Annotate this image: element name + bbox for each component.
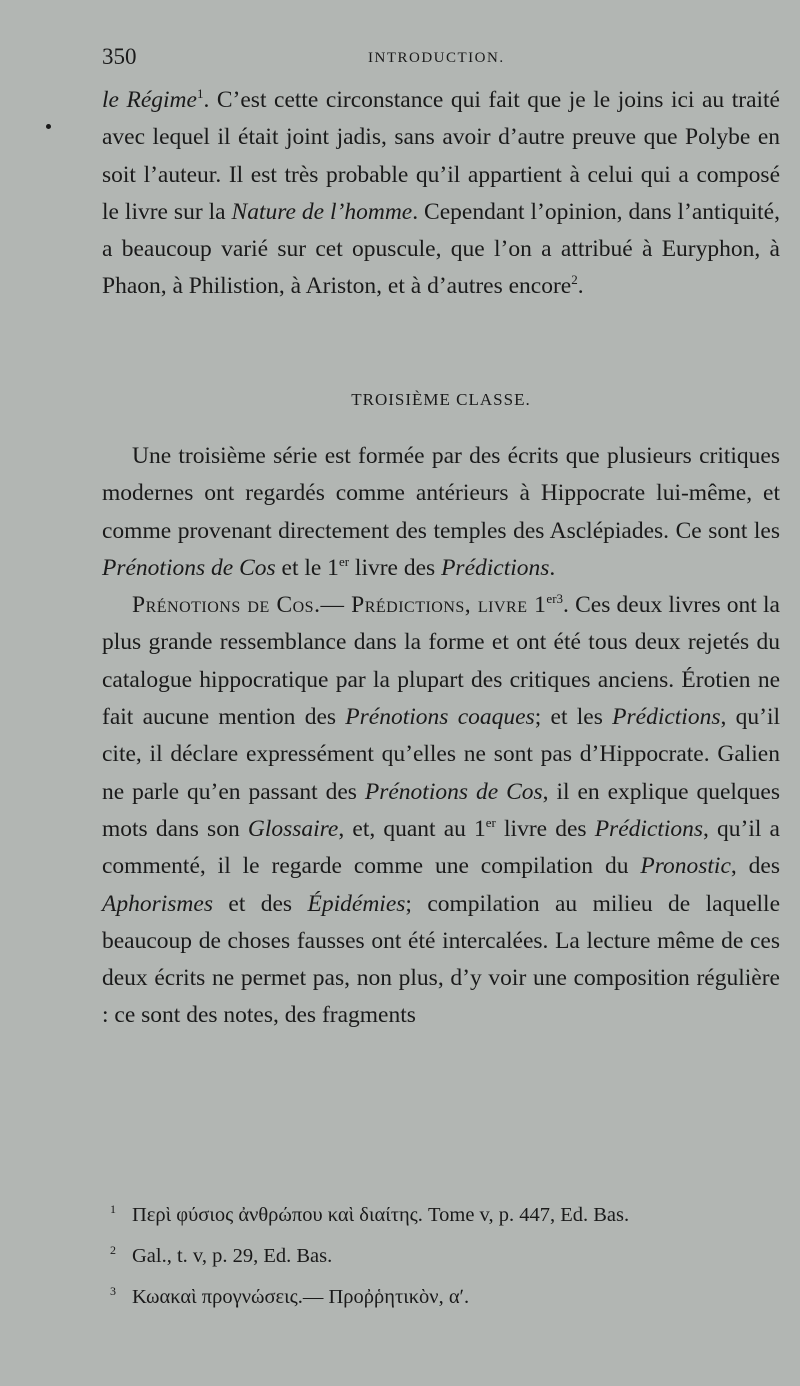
footnote-ref-1: 1 xyxy=(196,86,204,102)
footnote-mark: 3 xyxy=(110,1283,116,1298)
footnote-3 xyxy=(110,1274,784,1315)
page-number: 350 xyxy=(102,44,137,69)
paragraph-text: , il en explique quelques mots dans son xyxy=(102,778,780,842)
footnote-1 xyxy=(110,1192,784,1233)
paragraph-text: , des xyxy=(730,853,781,880)
ordinal-suffix: er xyxy=(546,591,557,607)
work-title: Prédictions xyxy=(441,554,550,581)
footnote-ref-2: 2 xyxy=(571,272,578,288)
subsection-title: Prénotions de Cos.— Prédictions, livre 1 xyxy=(132,592,547,619)
paragraph-text: . xyxy=(549,554,556,581)
section-heading: TROISIÈME CLASSE. xyxy=(351,390,531,409)
margin-mark xyxy=(46,124,51,129)
footnote-2 xyxy=(110,1233,784,1274)
work-title: Glossaire xyxy=(247,815,339,842)
work-title: Prénotions coaques xyxy=(345,704,535,731)
page-header xyxy=(102,44,782,76)
paragraph-text: , et, quant au 1 xyxy=(338,815,486,842)
work-title: Prénotions de Cos xyxy=(102,554,276,581)
paragraph-text: livre des xyxy=(495,815,595,842)
paragraph-intro xyxy=(102,438,780,587)
paragraph-text: . C’est cette circonstance qui fait que je le joins ici au traité avec lequel il était joint jadis, sans avoir d’autre preuve que Polybe en soit l’auteur. Il est très probable qu’il appartient à celui qui a composé le livre sur la xyxy=(102,87,780,225)
work-title: Nature de l’homme xyxy=(231,198,413,225)
work-title: le Régime xyxy=(102,87,197,113)
work-title: Prédictions xyxy=(594,815,704,842)
work-title: Aphorismes xyxy=(102,890,213,917)
paragraph-text: , qu’il a commenté, il le regarde comme une compilation du xyxy=(102,815,780,880)
paragraph-text: livre des xyxy=(349,554,442,581)
work-title: Prénotions de Cos xyxy=(364,778,543,805)
footnote-mark: 1 xyxy=(110,1202,116,1216)
footnotes xyxy=(110,1192,784,1314)
footnote-text: Gal., t. v, p. 29, Ed. Bas. xyxy=(132,1244,333,1267)
paragraph-text: ; compilation au milieu de laquelle beaucoup de choses fausses ont été intercalées. La lecture même de ces deux écrits ne permet pas, non plus, d’y voir une composition régulière : ce sont des notes, des fragments xyxy=(102,890,780,1029)
footnote-ref-3: 3 xyxy=(556,591,564,607)
paragraph-prenotions xyxy=(102,587,780,1035)
main-text xyxy=(102,438,780,1035)
ordinal-suffix: er xyxy=(338,554,350,570)
work-title: Prédictions xyxy=(612,704,721,731)
work-title: Épidémies xyxy=(307,890,406,917)
running-head: INTRODUCTION. xyxy=(368,50,505,66)
paragraph-continuation xyxy=(102,82,780,306)
footnote-text: Κωακαὶ προγνώσεις.— Προῤῥητικὸν, αʹ. xyxy=(132,1285,470,1308)
paragraph-text: , qu’il cite, il déclare expressément qu’elles ne sont pas d’Hippocrate. Galien ne parle qu’en passant des xyxy=(102,704,781,805)
paragraph-text: et le 1 xyxy=(275,554,339,581)
paragraph-text: . Ces deux livres ont la plus grande ressemblance dans la forme et ont été tous deux rejetés du catalogue hippocratique par la plupart des critiques anciens. Érotien ne fait aucune mention des xyxy=(102,592,780,731)
paragraph-text: Une troisième série est formée par des écrits que plusieurs critiques modernes ont regardés comme antérieurs à Hippocrate lui-même, et comme provenant directement des temples des Asclépiades. Ce sont les xyxy=(102,443,780,544)
paragraph-text: . xyxy=(577,273,584,300)
footnote-mark: 2 xyxy=(110,1242,116,1257)
ordinal-suffix: er xyxy=(485,815,496,831)
work-title: Pronostic xyxy=(640,853,731,880)
paragraph-text: . Cependant l’opinion, dans l’antiquité, a beaucoup varié sur cet opuscule, que l’on a attribué à Euryphon, à Phaon, à Philistion, à Ariston, et à d’autres encore xyxy=(102,198,780,300)
paragraph-text: ; et les xyxy=(534,704,613,731)
footnote-text: Περὶ φύσιος ἀνθρώπου καὶ διαίτης. Tome v, p. 447, Ed. Bas. xyxy=(132,1203,630,1226)
paragraph-text: et des xyxy=(212,890,308,917)
